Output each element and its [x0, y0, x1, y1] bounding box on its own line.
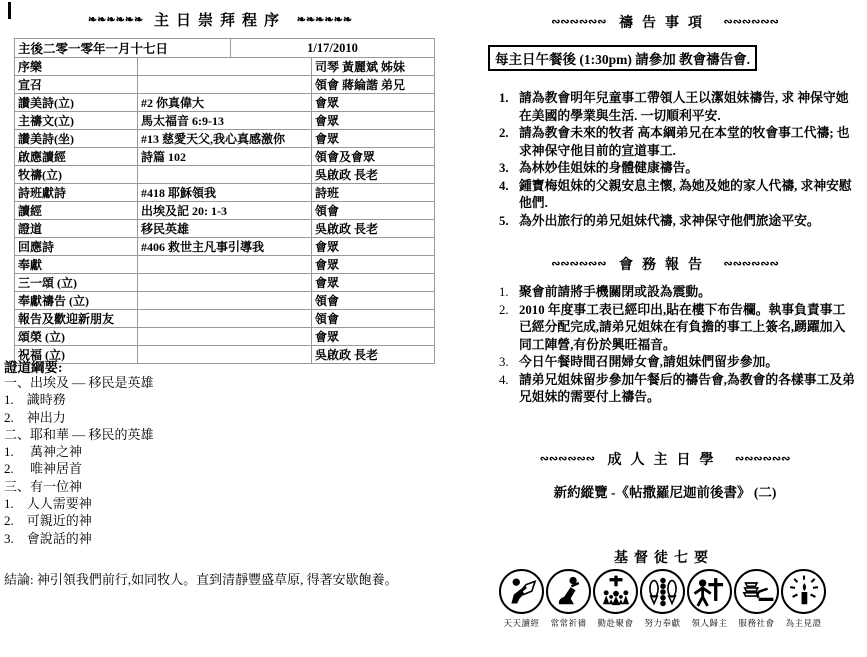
cell-detail: 移民英雄 [138, 220, 312, 238]
cell-detail [138, 274, 312, 292]
list-item [499, 284, 855, 302]
table-row [15, 202, 435, 220]
ornament-right: ∾∾∾∾∾∾ [723, 16, 779, 28]
cell-detail [138, 166, 312, 184]
prayer-items-title [470, 12, 860, 32]
list-item-number: 4. [499, 372, 509, 387]
cell-who: 會眾 [312, 274, 435, 292]
table-row [15, 274, 435, 292]
table-row [15, 166, 435, 184]
sermon-conclusion: 結論: 神引領我們前行,如同牧人。直到清靜豐盛草原, 得著安歇飽養。 [4, 572, 398, 587]
seven-essential-label: 勤赴聚會 [597, 618, 634, 628]
outline-line: 2. 唯神居首 [4, 461, 83, 477]
cell-item: 牧禱(立) [15, 166, 138, 184]
list-item [499, 302, 855, 355]
ornament-right: ∾∾∾∾∾∾ [723, 258, 779, 270]
seven-essential-label: 服務社會 [738, 618, 775, 628]
list-item-text: 為外出旅行的弟兄姐妹代禱, 求神保守他們旅途平安。 [519, 213, 820, 228]
list-item-number: 2. [499, 302, 509, 317]
seven-essential-item [593, 569, 638, 629]
cell-detail [138, 328, 312, 346]
ornament-left: ∾∾∾∾∾∾ [551, 16, 607, 28]
praying-icon [546, 569, 591, 614]
sermon-outline [4, 374, 154, 547]
cell-who: 會眾 [312, 238, 435, 256]
table-header-row [15, 39, 435, 58]
cell-who: 會眾 [312, 328, 435, 346]
seven-essential-item [781, 569, 826, 629]
cell-item: 宣召 [15, 76, 138, 94]
ornament-right: ❧❧❧❧❧❧ [296, 14, 353, 26]
list-item [499, 125, 855, 160]
serve-society-icon [734, 569, 779, 614]
outline-line: 1. 萬神之神 [4, 444, 83, 460]
cell-item: 序樂 [15, 58, 138, 76]
cell-detail: #406 救世主凡事引導我 [138, 238, 312, 256]
church-report-title [470, 254, 860, 274]
list-item-number: 1. [499, 285, 509, 299]
lead-to-christ-icon [687, 569, 732, 614]
list-item-text: 為林妙佳姐妹的身體健康禱告。 [519, 161, 699, 175]
date-chinese: 主後二零一零年一月十七日 [15, 39, 231, 58]
cell-detail: 馬太福音 6:9-13 [138, 112, 312, 130]
worship-table [14, 38, 435, 364]
cell-who: 吳啟政 長老 [312, 220, 435, 238]
outline-line: 1. 人人需要神 [4, 496, 92, 512]
cell-who: 會眾 [312, 112, 435, 130]
church-report-title-text: 會務報告 [619, 258, 711, 273]
list-item [499, 160, 855, 178]
table-row [15, 256, 435, 274]
outline-line: 二、耶和華 — 移民的英雄 [4, 426, 154, 442]
cell-detail [138, 256, 312, 274]
list-item-text: 2010 年度事工表已經印出,貼在樓下布告欄。執事負責事工已經分配完成,請弟兄姐妹在有負擔的事工上簽名,踴躍加入同工陣營,有份於興旺福音。 [519, 302, 846, 352]
cell-who: 吳啟政 長老 [312, 166, 435, 184]
table-row [15, 328, 435, 346]
table-row [15, 310, 435, 328]
table-row [15, 148, 435, 166]
cell-detail: #418 耶穌領我 [138, 184, 312, 202]
church-report-list [499, 284, 855, 407]
outline-line: 2. 神出力 [4, 409, 66, 425]
sunday-school-title-text: 成人主日學 [607, 453, 723, 468]
seven-essential-item [687, 569, 732, 629]
outline-line: 三、有一位神 [4, 478, 83, 494]
sermon-outline-heading: 證道綱要: [4, 360, 63, 375]
cell-who: 領會 [312, 310, 435, 328]
prayer-items-title-text: 禱告事項 [619, 16, 711, 31]
offering-icon [640, 569, 685, 614]
seven-essential-label: 常常祈禱 [550, 618, 587, 628]
date-english: 1/17/2010 [231, 39, 435, 58]
cell-detail [138, 58, 312, 76]
cell-item: 詩班獻詩 [15, 184, 138, 202]
seven-essential-label: 天天讀經 [503, 618, 540, 628]
worship-order-title-text: 主日崇拜程序 [153, 13, 286, 29]
cell-item: 讀經 [15, 202, 138, 220]
cell-who: 領會 [312, 202, 435, 220]
seven-essential-item [734, 569, 779, 629]
outline-line: 1. 識時務 [4, 392, 66, 408]
list-item-number: 3. [499, 161, 509, 175]
cell-detail: 出埃及記 20: 1-3 [138, 202, 312, 220]
seven-essential-label: 努力奉獻 [644, 618, 681, 628]
cell-item: 證道 [15, 220, 138, 238]
worship-table-rows [15, 58, 435, 364]
worship-order-title [0, 9, 440, 30]
list-item-number: 4. [499, 178, 509, 193]
seven-essentials-title: 基督徒七要 [614, 551, 714, 566]
outline-line: 3. 會說話的神 [4, 530, 92, 546]
seven-essential-item [640, 569, 685, 629]
cell-who: 司琴 黃麗斌 姊妹 [312, 58, 435, 76]
table-row [15, 130, 435, 148]
list-item-number: 2. [499, 126, 509, 140]
cell-who: 會眾 [312, 94, 435, 112]
cell-item: 奉獻 [15, 256, 138, 274]
ornament-left: ❧❧❧❧❧❧ [87, 14, 144, 26]
prayer-meeting-notice: 每主日午餐後 (1:30pm) 請參加 教會禱告會. [488, 45, 757, 71]
cell-who: 領會 蔣綸諧 弟兄 [312, 76, 435, 94]
table-row [15, 58, 435, 76]
table-row [15, 220, 435, 238]
cell-item: 頌榮 (立) [15, 328, 138, 346]
seven-essentials-row [499, 569, 829, 629]
cell-item: 主禱文(立) [15, 112, 138, 130]
cell-detail [138, 76, 312, 94]
cell-detail [138, 292, 312, 310]
list-item-text: 請為教會未來的牧者 高本綱弟兄在本堂的牧會事工代禱; 也求神保守他目前的宣道事工. [519, 126, 850, 158]
cell-detail: #13 慈愛天父,我心真感激你 [138, 130, 312, 148]
cell-item: 回應詩 [15, 238, 138, 256]
sunday-school-title [470, 449, 860, 469]
seven-essential-item [499, 569, 544, 629]
list-item-text: 請為教會明年兒童事工帶領人王以潔姐妹禱告, 求 神保守她在美國的學業與生活. 一切順利平安. [519, 91, 849, 123]
cell-item: 啟應讀經 [15, 148, 138, 166]
cell-who: 領會及會眾 [312, 148, 435, 166]
table-row [15, 94, 435, 112]
list-item [499, 354, 855, 372]
list-item-text: 請弟兄姐妹留步參加午餐后的禱告會,為教會的各樣事工及弟兄姐妹的需要付上禱告。 [519, 372, 855, 404]
list-item [499, 372, 855, 407]
list-item-number: 1. [499, 91, 509, 105]
cell-detail [138, 346, 312, 364]
cell-who: 領會 [312, 292, 435, 310]
list-item [499, 213, 855, 231]
outline-line: 一、出埃及 — 移民是英雄 [4, 375, 154, 390]
seven-essential-label: 為主見證 [785, 618, 822, 628]
list-item-number: 5. [499, 213, 509, 228]
seven-essential-label: 領人歸主 [691, 618, 728, 628]
cell-detail: #2 你真偉大 [138, 94, 312, 112]
table-row [15, 184, 435, 202]
cell-item: 三一頌 (立) [15, 274, 138, 292]
cell-item: 祝福 (立) [15, 346, 138, 364]
prayer-items-list [499, 90, 855, 230]
cell-who: 吳啟政 長老 [312, 346, 435, 364]
witness-icon [781, 569, 826, 614]
table-row [15, 76, 435, 94]
table-row [15, 292, 435, 310]
list-item-number: 3. [499, 355, 509, 369]
cell-detail: 詩篇 102 [138, 148, 312, 166]
cell-detail [138, 310, 312, 328]
cell-who: 詩班 [312, 184, 435, 202]
table-row [15, 238, 435, 256]
table-row [15, 346, 435, 364]
list-item-text: 今日午餐時間召開婦女會,請姐妹們留步參加。 [519, 355, 779, 369]
ornament-left: ∾∾∾∾∾∾ [539, 453, 595, 465]
cell-item: 報告及歡迎新朋友 [15, 310, 138, 328]
outline-line: 2. 可親近的神 [4, 513, 92, 529]
list-item-text: 鍾寶梅姐妹的父親安息主懷, 為她及她的家人代禱, 求神安慰他們. [519, 178, 852, 210]
table-row [15, 112, 435, 130]
cell-item: 讚美詩(坐) [15, 130, 138, 148]
sunday-school-subtitle: 新約縱覽 -《帖撒羅尼迦前後書》 (二) [553, 485, 777, 500]
cell-who: 會眾 [312, 256, 435, 274]
ornament-right: ∾∾∾∾∾∾ [735, 453, 791, 465]
reading-icon [499, 569, 544, 614]
seven-essential-item [546, 569, 591, 629]
cell-item: 讚美詩(立) [15, 94, 138, 112]
ornament-left: ∾∾∾∾∾∾ [551, 258, 607, 270]
list-item [499, 90, 855, 125]
list-item-text: 聚會前請將手機關閉或設為震動。 [519, 285, 711, 299]
cell-who: 會眾 [312, 130, 435, 148]
meeting-icon [593, 569, 638, 614]
cell-item: 奉獻禱告 (立) [15, 292, 138, 310]
list-item [499, 178, 855, 213]
